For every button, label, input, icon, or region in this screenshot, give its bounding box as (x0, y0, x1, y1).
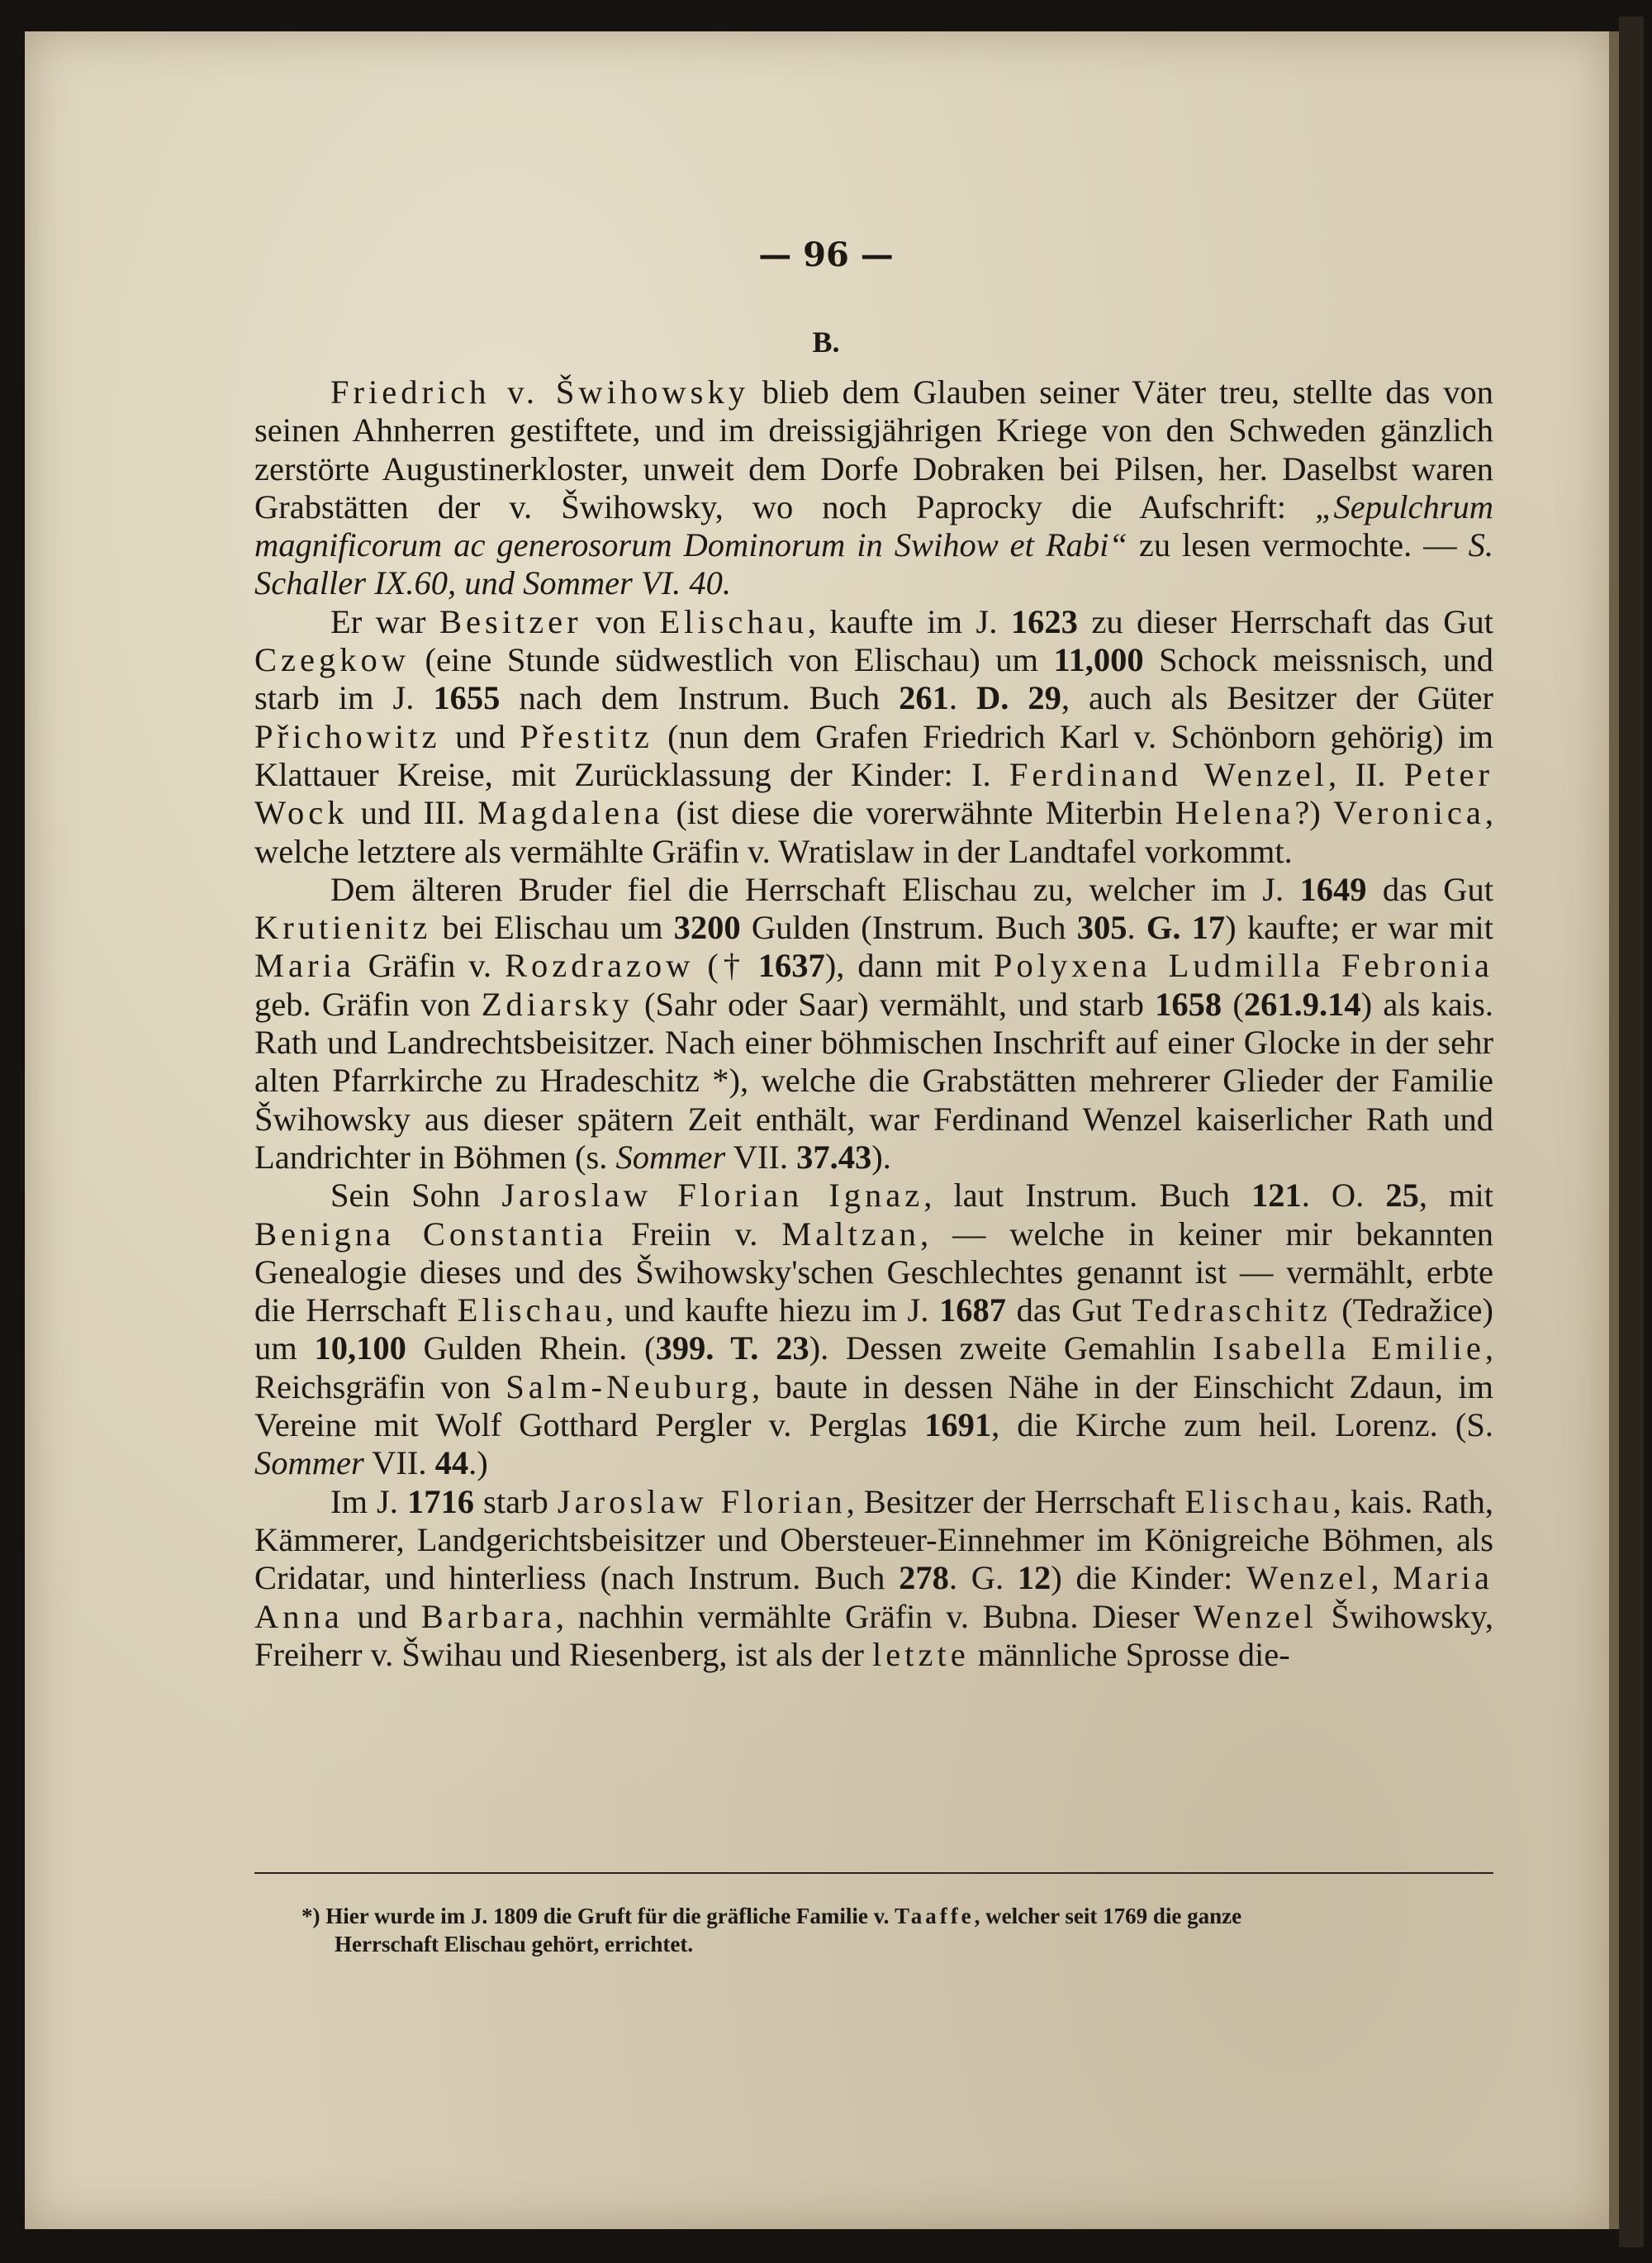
text-run: männliche Sprosse die- (969, 1635, 1290, 1673)
paragraph (254, 603, 1493, 871)
text-run: Gräfin v. (354, 947, 505, 985)
text-run: 1691 (924, 1406, 992, 1444)
text-run: Sommer (615, 1138, 726, 1176)
text-run: Sommer (254, 1444, 364, 1482)
text-run: , und kaufte hiezu im J. (605, 1291, 940, 1329)
text-run: das Gut (1366, 870, 1493, 908)
text-run: ). (871, 1138, 891, 1176)
text-run: , II. (1328, 755, 1404, 793)
text-run: 1687 (939, 1291, 1007, 1329)
text-run: 3200 (673, 909, 741, 947)
text-run: Salm-Neuburg (506, 1367, 752, 1405)
paragraph (254, 871, 1493, 1177)
paragraph (254, 1177, 1493, 1482)
text-run: , kais. Rath, Kämmerer, Landgerichtsbeisitzer und Obersteuer-Einnehmer im Königreiche Böhmen, als Cridatar, und hinterliess (nach Instrum. Buch (254, 1482, 1494, 1597)
footnote (301, 1902, 1495, 1958)
text-run: Besitzer (439, 602, 582, 640)
text-run: , — welche in keiner mir bekannten Genealogie dieses und des Šwihowsky'schen Geschlechtes genannt ist — vermählt, erbte die Herrschaft (254, 1215, 1493, 1329)
text-run: VII. (363, 1444, 435, 1482)
text-run: 1658 (1155, 985, 1222, 1023)
text-run: 1637 (757, 947, 825, 985)
text-run: ( (1222, 985, 1244, 1023)
footnote-text-c: , welcher seit 1769 die ganze (974, 1904, 1242, 1928)
page-edge (1609, 31, 1619, 2229)
text-run: 278 (899, 1559, 949, 1597)
text-run: 399. T. 23 (655, 1329, 809, 1367)
text-run: Helena (1175, 794, 1295, 832)
text-run: . (1127, 909, 1146, 947)
text-run: „Sepulchrum magnificorum ac generosorum Dominorum in Swihow et Rabi“ (254, 487, 1493, 564)
text-run: zu dieser Herrschaft das Gut (1077, 602, 1493, 640)
text-run: 261.9.14 (1243, 985, 1361, 1023)
section-heading: B. (812, 326, 840, 359)
text-run: (nun dem Grafen Friedrich Karl v. Schönborn gehörig) im Klattauer Kreise, mit Zurücklassung der Kinder: I. (254, 717, 1493, 793)
text-run: bei Elischau um (431, 909, 674, 947)
text-run: Přestitz (520, 717, 653, 755)
text-run: , kaufte im J. (807, 602, 1011, 640)
text-run: Isabella Emilie (1213, 1329, 1485, 1367)
text-run: Jaroslaw Florian Ignaz (501, 1177, 924, 1215)
text-run: D. 29 (976, 679, 1061, 717)
text-run: Maria (254, 947, 355, 985)
text-run: Wenzel (1193, 1597, 1317, 1635)
text-run: .) (468, 1444, 488, 1482)
text-run: , nachhin vermählte Gräfin v. Bubna. Dieser (555, 1597, 1194, 1635)
text-run: . (948, 679, 976, 717)
text-run: , Besitzer der Herrschaft (846, 1482, 1185, 1520)
text-run: Maria Anna (254, 1559, 1493, 1635)
paragraph (254, 373, 1493, 603)
footnote-divider (254, 1872, 1493, 1874)
text-run: von (582, 602, 660, 640)
footnote-marker: *) (301, 1904, 320, 1928)
text-run: 1655 (433, 679, 501, 717)
text-run: , die Kirche zum heil. Lorenz. (S. (991, 1406, 1493, 1444)
text-run: und (343, 1597, 421, 1635)
text-run: das Gut (1006, 1291, 1132, 1329)
text-run: Elischau (659, 602, 808, 640)
text-run: 25 (1385, 1177, 1419, 1215)
page-number: — 96 — (758, 235, 894, 274)
text-run: Polyxena Ludmilla Febronia (993, 947, 1493, 985)
text-run: ), dann mit (824, 947, 994, 985)
text-run: , baute in dessen Nähe in der Einschicht Zdaun, im Vereine mit Wolf Gotthard Pergler v. Perglas (254, 1367, 1493, 1444)
text-run: 1716 (407, 1482, 474, 1520)
text-run: Rozdrazow (505, 947, 695, 985)
text-run: Benigna Constantia (254, 1215, 608, 1253)
text-run: G. 17 (1146, 909, 1226, 947)
footnote-line-2: Herrschaft Elischau gehört, errichtet. (335, 1932, 694, 1956)
text-run: ) die Kinder: (1051, 1559, 1247, 1597)
text-run: Zdiarsky (481, 985, 634, 1023)
text-run: Er war (330, 602, 439, 640)
text-run: 305 (1076, 909, 1127, 947)
text-run: Friedrich v. Šwihowsky (330, 373, 749, 411)
text-run: zu lesen vermochte. — (1127, 526, 1469, 564)
footnote-text-a: Hier wurde im J. 1809 die Gruft für die gräfliche Familie v. (325, 1904, 895, 1928)
text-run: Gulden (Instrum. Buch (740, 909, 1077, 947)
text-run: . G. (948, 1559, 1018, 1597)
text-run: Tedraschitz (1132, 1291, 1332, 1329)
text-run: Dem älteren Bruder fiel die Herrschaft Elischau zu, welcher im J. (330, 870, 1300, 908)
text-run: Elischau (1184, 1482, 1333, 1520)
text-run: (Sahr oder Saar) vermählt, und starb (633, 985, 1156, 1023)
text-run: 37.43 (796, 1138, 872, 1176)
text-run: Šwihowsky, Freiherr v. Šwihau und Riesenberg, ist als der (254, 1597, 1493, 1673)
text-run: 261 (899, 679, 949, 717)
text-run: Jaroslaw Florian (557, 1482, 847, 1520)
text-run: , Reichsgräfin von (254, 1329, 1493, 1405)
text-run: , mit (1418, 1177, 1494, 1215)
text-run: Maltzan (781, 1215, 920, 1253)
text-run: Krutienitz (254, 909, 432, 947)
text-run: Schock meissnisch, und starb im J. (254, 641, 1493, 717)
footnote-name: Taaffe (895, 1904, 975, 1928)
paragraph (254, 1483, 1493, 1674)
text-run: Přichowitz (254, 717, 441, 755)
text-run: Ferdinand Wenzel (1009, 755, 1329, 793)
text-run: Magdalena (477, 794, 664, 832)
text-run: geb. Gräfin von (254, 985, 482, 1023)
text-run: 12 (1017, 1559, 1051, 1597)
text-run: 10,100 (314, 1329, 406, 1367)
text-run: . O. (1301, 1177, 1386, 1215)
text-run: Im J. (330, 1482, 407, 1520)
body-text (254, 373, 1493, 1674)
text-run: 1623 (1010, 602, 1078, 640)
text-run: blieb dem Glauben seiner Väter treu, stellte das von seinen Ahnherren gestiftete, und im dreissigjährigen Kriege von den Schweden gänzlich zerstörte Augustinerkloster, unweit dem Dorfe Dobraken bei Pilsen, her. Daselbst waren Grabstätten der v. Šwihowsky, wo noch Paprocky die Aufschrift: (254, 373, 1494, 525)
text-run: , laut Instrum. Buch (923, 1177, 1251, 1215)
text-run: († (694, 947, 758, 985)
text-run: und (440, 717, 520, 755)
text-run: ?) (1294, 794, 1333, 832)
text-run: Freiin v. (607, 1215, 782, 1253)
text-run: letzte (871, 1635, 970, 1673)
text-run: VII. (725, 1138, 797, 1176)
text-run: 121 (1251, 1177, 1302, 1215)
text-run: Peter Wock (254, 755, 1493, 832)
text-run: , (1370, 1559, 1393, 1597)
text-run: Czegkow (254, 641, 410, 679)
text-run: starb (474, 1482, 558, 1520)
text-run: nach dem Instrum. Buch (500, 679, 900, 717)
text-run: (ist diese die vorerwähnte Miterbin (663, 794, 1175, 832)
text-run: ) als kais. Rath und Landrechtsbeisitzer. Nach einer böhmischen Inschrift auf einer Glocke in der sehr alten Pfarrkirche zu Hradeschitz *), welche die Grabstätten mehrerer Glieder der Familie Šwihowsky aus dieser spätern Zeit enthält, war Ferdinand Wenzel kaiserlicher Rath und Landrichter in Böhmen (s. (254, 985, 1493, 1176)
text-run: S. Schaller IX.60, und Sommer VI. 40. (254, 526, 1494, 602)
text-run: 11,000 (1053, 641, 1144, 679)
text-run: Elischau (457, 1291, 606, 1329)
text-run: Barbara (420, 1597, 556, 1635)
text-run: , auch als Besitzer der Güter (1061, 679, 1494, 717)
text-run: Veronica (1332, 794, 1485, 832)
text-run: (eine Stunde südwestlich von Elischau) um (409, 641, 1054, 679)
text-run: (Tedražice) um (254, 1291, 1493, 1367)
text-run: ) kaufte; er war mit (1225, 909, 1494, 947)
text-run: ). Dessen zweite Gemahlin (809, 1329, 1213, 1367)
text-run: und III. (348, 794, 478, 832)
text-run: 44 (434, 1444, 469, 1482)
text-run: , welche letztere als vermählte Gräfin v. Wratislaw in der Landtafel vorkommt. (254, 794, 1494, 870)
text-run: Sein Sohn (330, 1177, 502, 1215)
text-run: Gulden Rhein. ( (406, 1329, 656, 1367)
text-run: Wenzel (1246, 1559, 1371, 1597)
text-run: 1649 (1299, 870, 1367, 908)
